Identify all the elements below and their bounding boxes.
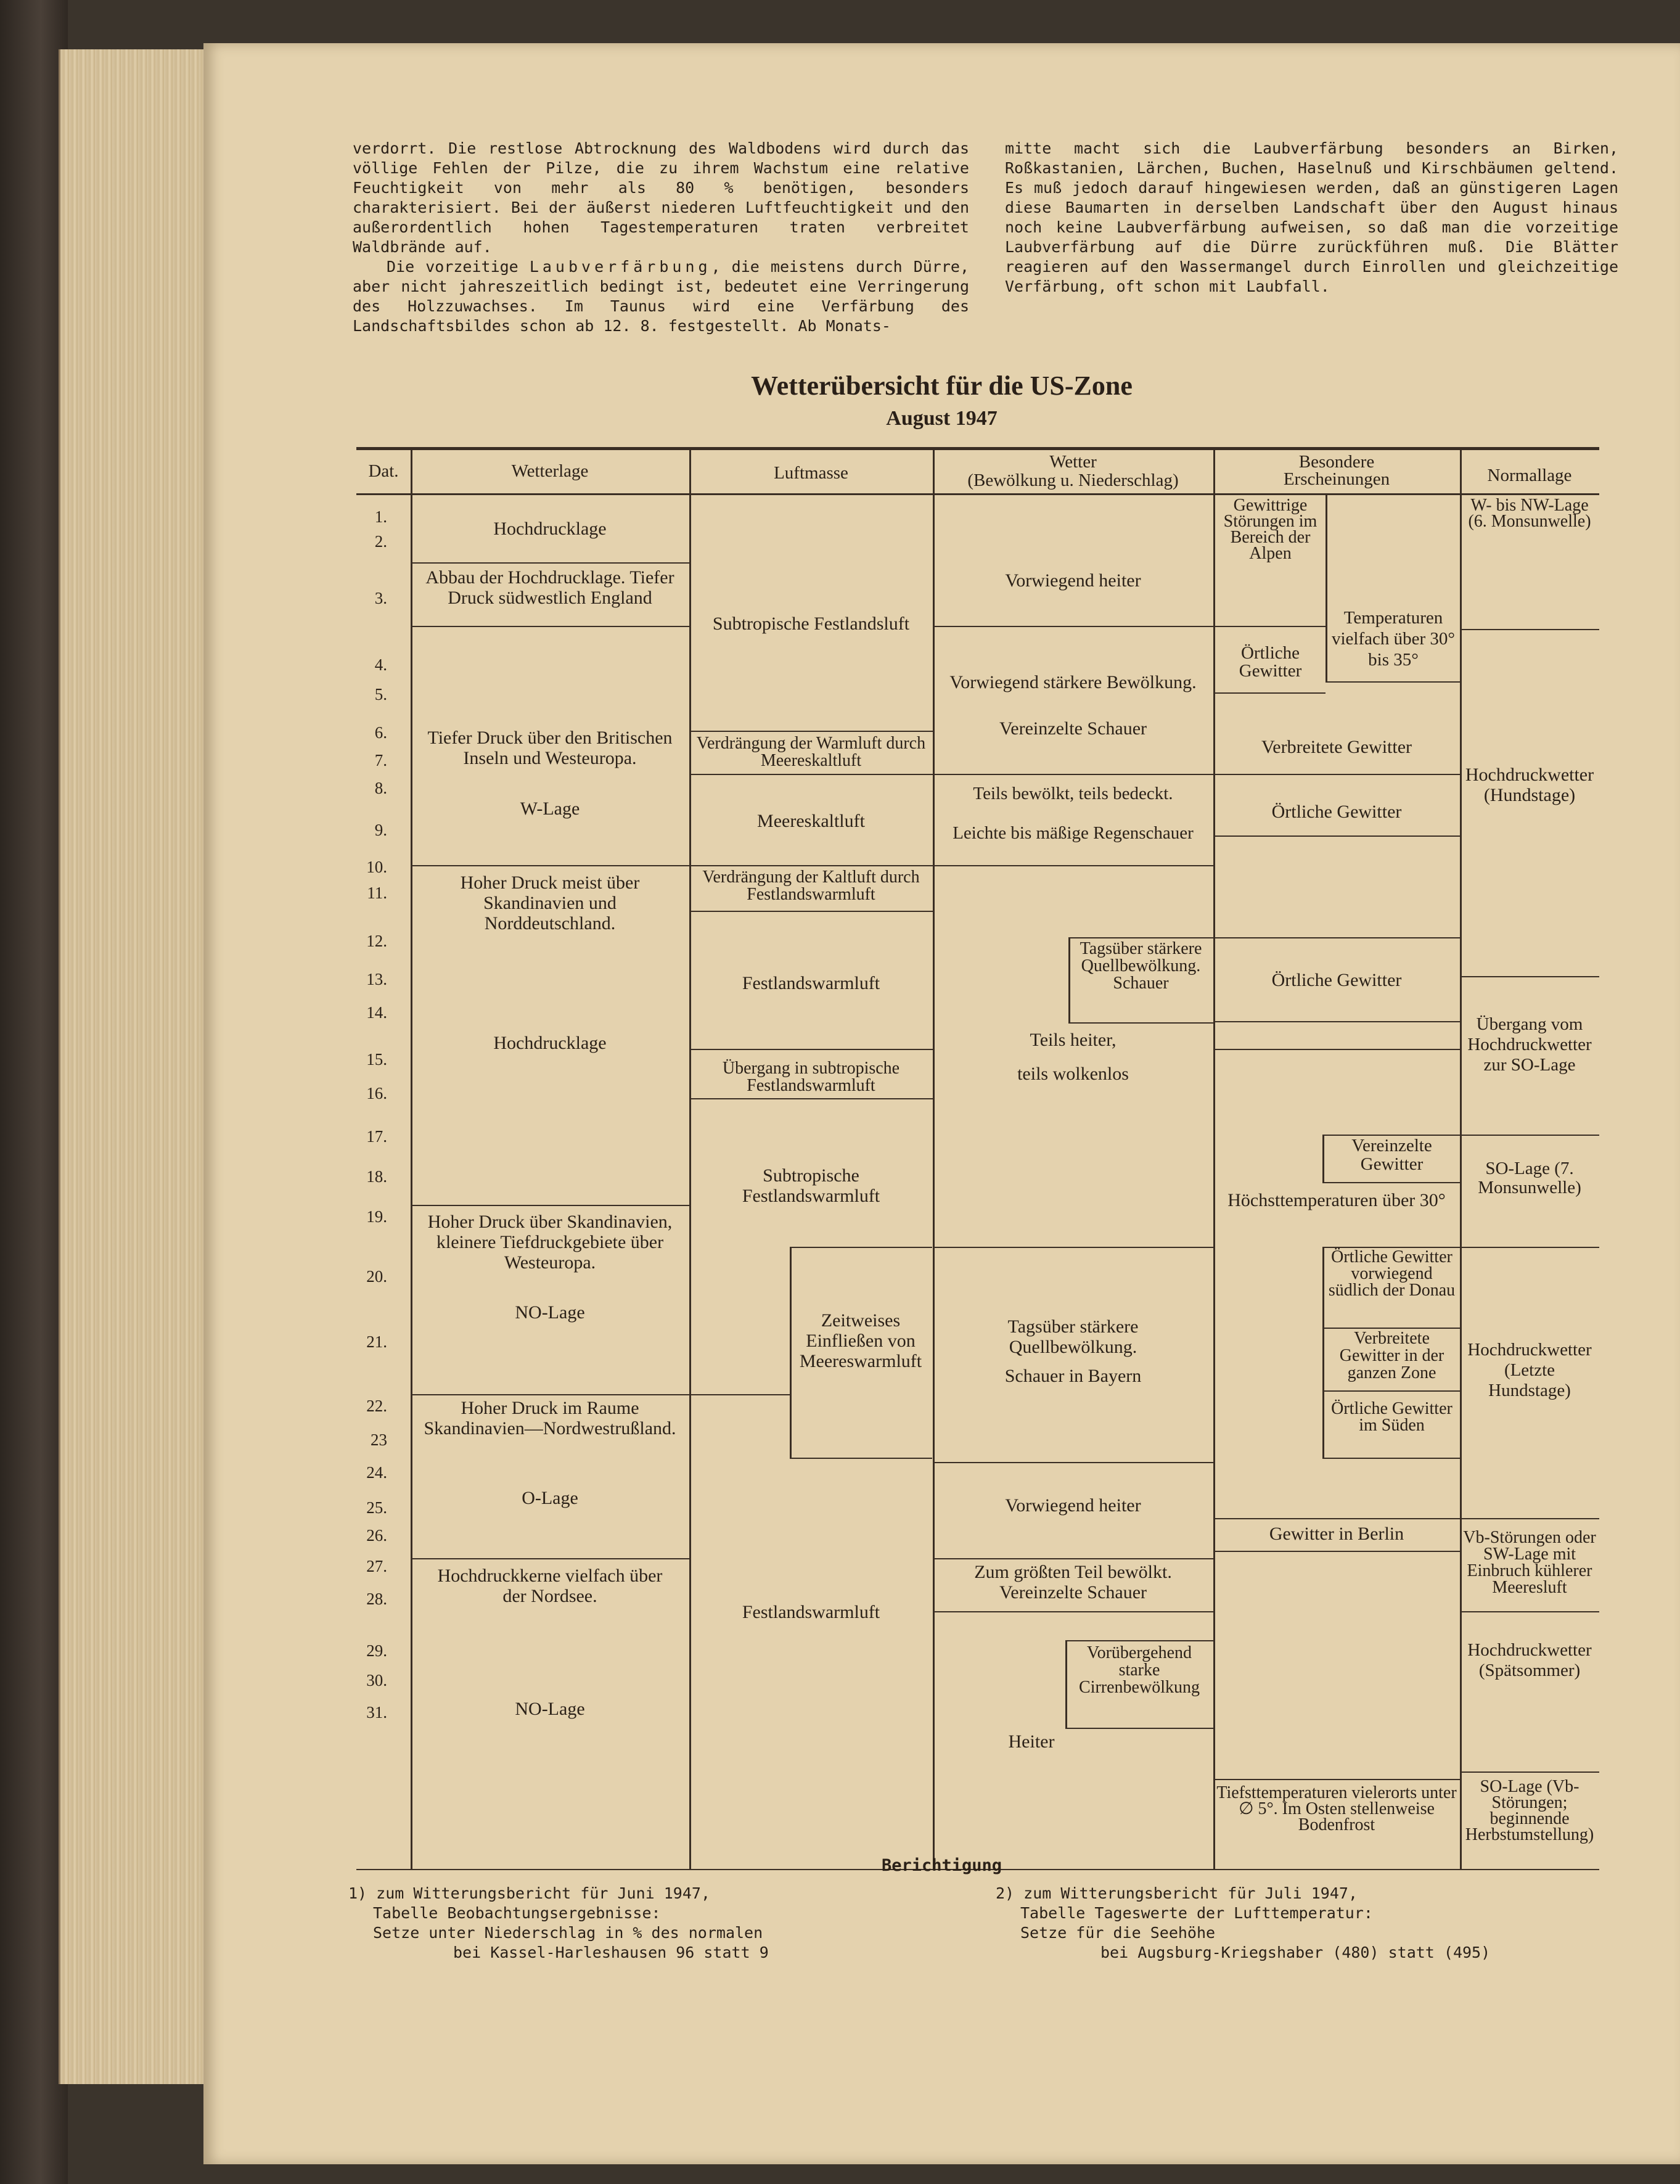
table-title: Wetterübersicht für die US-Zone: [751, 371, 1133, 401]
date-label: 13.: [366, 970, 387, 988]
wetter-cell: Teils heiter,: [1030, 1030, 1117, 1050]
header-luftmasse: Luftmasse: [774, 463, 848, 483]
intro-paragraph-1: verdorrt. Die restlose Abtrocknung des Waldbodens wird durch das völlige Fehlen der Pilze, die zu ihrem Wachstum eine relative Feuchtigkeit von mehr als 80 % benötigen, besonders charakterisiert. Bei der äußerst niederen Luftfeuchtigkeit und den außerordentlich hohen Tagestemperaturen traten verbreitet Waldbrände auf.: [353, 139, 969, 256]
date-label: 18.: [366, 1167, 387, 1186]
besondere-cell: Örtliche Gewitter vorwiegend südlich der Donau: [1328, 1247, 1456, 1300]
luftmasse-cell: Subtropische Festlandsluft: [712, 614, 910, 634]
date-label: 23: [371, 1431, 387, 1449]
date-label: 25.: [366, 1498, 387, 1517]
book-binding: [0, 0, 68, 2184]
header-dat: Dat.: [368, 461, 399, 481]
date-label: 26.: [366, 1526, 387, 1545]
besondere-cell: Temperaturen vielfach über 30° bis 35°: [1331, 608, 1455, 670]
date-label: 27.: [366, 1557, 387, 1575]
berichtigung-right: 2) zum Witterungsbericht für Juli 1947, Tabelle Tageswerte der Lufttemperatur: Setze für die Seehöhe bei Augsburg-Kriegshaber (480) statt (495): [996, 1884, 1491, 1961]
intro-left-column: [353, 139, 969, 336]
wetterlage-cell: O-Lage: [522, 1488, 578, 1508]
normallage-cell: Hochdruckwetter (Letzte Hundstage): [1467, 1340, 1592, 1400]
page-edges: [59, 49, 215, 2084]
wetterlage-cell: Hochdruckkerne vielfach über der Nordsee.: [437, 1566, 663, 1606]
col-line: [689, 447, 691, 1869]
wetterlage-cell: NO-Lage: [515, 1699, 585, 1719]
wetter-cell: Schauer in Bayern: [1004, 1366, 1142, 1386]
wetter-cell: Zum größten Teil bewölkt. Vereinzelte Schauer: [974, 1562, 1172, 1603]
besondere-cell: Örtliche Gewitter: [1239, 643, 1302, 681]
normallage-cell: Vb-Störungen oder SW-Lage mit Einbruch kühlerer Meeresluft: [1463, 1528, 1596, 1597]
date-label: 16.: [366, 1084, 387, 1102]
besondere-cell: Tiefsttemperaturen vielerorts unter ∅ 5°. Im Osten stellenweise Bodenfrost: [1216, 1783, 1457, 1834]
wetter-cell: teils wolkenlos: [1017, 1064, 1129, 1084]
table-subtitle: August 1947: [886, 407, 998, 430]
date-label: 3.: [374, 589, 387, 607]
berichtigung-title: Berichtigung: [881, 1856, 1002, 1875]
date-label: 1.: [374, 507, 387, 526]
wetterlage-cell: Abbau der Hochdrucklage. Tiefer Druck südwestlich England: [425, 567, 674, 608]
header-besondere-sub: Erscheinungen: [1283, 469, 1390, 489]
wetter-cell: Vorwiegend stärkere Bewölkung.: [949, 672, 1197, 692]
berichtigung-left: 1) zum Witterungsbericht für Juni 1947, Tabelle Beobachtungsergebnisse: Setze unter Niederschlag in % des normalen bei Kassel-Harleshausen 96 statt 9: [348, 1884, 769, 1961]
besondere-cell: Örtliche Gewitter: [1271, 970, 1402, 990]
wetter-cell: Tagsüber stärkere Quellbewölkung. Schauer: [1080, 939, 1202, 993]
intro-right-column: [1005, 139, 1618, 297]
luftmasse-cell: Festlandswarmluft: [742, 1602, 880, 1622]
luftmasse-cell: Verdrängung der Warmluft durch Meereskaltluft: [696, 734, 926, 770]
wetterlage-cell: Hochdrucklage: [493, 1033, 607, 1053]
header-normallage: Normallage: [1487, 466, 1572, 485]
header-wetterlage: Wetterlage: [511, 461, 589, 481]
intro-paragraph-2: Die vorzeitige Laubverfärbung, die meistens durch Dürre, aber nicht jahreszeitlich bedingt ist, bedeutet eine Verringerung des Holzzuwachses. Im Taunus wird eine Verfärbung des Landschaftsbildes schon ab 12. 8. festgestellt. Ab Monats-: [353, 258, 970, 335]
date-label: 30.: [366, 1671, 387, 1689]
table-top-rule: [356, 447, 1599, 450]
normallage-cell: Hochdruckwetter (Hundstage): [1465, 765, 1594, 805]
wetter-cell: Vereinzelte Schauer: [999, 718, 1147, 739]
date-label: 14.: [366, 1003, 387, 1022]
date-label: 22.: [366, 1397, 387, 1415]
date-label: 2.: [374, 532, 387, 551]
besondere-cell: Gewitter in Berlin: [1269, 1524, 1404, 1544]
header-wetter: Wetter: [1049, 452, 1097, 472]
weather-table: [356, 447, 1599, 1873]
besondere-divider: [1326, 495, 1327, 681]
besondere-cell: Örtliche Gewitter: [1271, 802, 1402, 822]
luftmasse-cell: Übergang in subtropische Festlandswarmluft: [722, 1059, 900, 1095]
besondere-cell: Höchsttemperaturen über 30°: [1227, 1190, 1446, 1210]
date-label: 29.: [366, 1641, 387, 1660]
luftmasse-cell: Verdrängung der Kaltluft durch Festlandswarmluft: [702, 868, 920, 904]
intro-paragraph-right: mitte macht sich die Laubverfärbung besonders an Birken, Roßkastanien, Lärchen, Buchen, Haselnuß und Kirschbäumen geltend. Es muß jedoch darauf hingewiesen werden, daß an günstigeren Lagen diese Baumarten in derselben Landschaft über den August hinaus noch keine Laubverfärbung aufweisen, so daß man die vorzeitige Laubverfärbung auf die Dürre zurückführen muß. Die Blätter reagieren auf den Wassermangel durch Einrollen und gleichzeitige Verfärbung, oft schon mit Laubfall.: [1005, 139, 1618, 295]
luftmasse-cell: Meereskaltluft: [757, 811, 865, 831]
header-wetter-sub: (Bewölkung u. Niederschlag): [967, 470, 1179, 490]
normallage-cell: SO-Lage (Vb-Störungen; beginnende Herbstumstellung): [1465, 1777, 1594, 1844]
col-line: [1213, 447, 1215, 1869]
date-label: 11.: [367, 884, 387, 902]
besondere-cell: Vereinzelte Gewitter: [1351, 1136, 1432, 1174]
date-label: 15.: [366, 1050, 387, 1069]
wetter-cell: Vorübergehend starke Cirrenbewölkung: [1079, 1643, 1200, 1697]
document-page: [203, 43, 1680, 2164]
luftmasse-cell: Festlandswarmluft: [742, 973, 880, 993]
normallage-cell: Übergang vom Hochdruckwetter zur SO-Lage: [1467, 1014, 1592, 1075]
wetterlage-cell: Hoher Druck im Raume Skandinavien—Nordwestrußland.: [424, 1398, 676, 1439]
wetter-cell: Teils bewölkt, teils bedeckt.: [973, 784, 1173, 803]
date-label: 17.: [366, 1127, 387, 1146]
wetter-cell: Vorwiegend heiter: [1005, 1495, 1141, 1516]
date-label: 9.: [374, 821, 387, 839]
wetterlage-cell: W-Lage: [520, 798, 580, 819]
besondere-cell: Gewittrige Störungen im Bereich der Alpen: [1223, 496, 1317, 563]
normallage-cell: SO-Lage (7. Monsunwelle): [1478, 1159, 1581, 1197]
date-label: 6.: [374, 723, 387, 742]
date-label: 24.: [366, 1463, 387, 1482]
wetter-cell: Heiter: [1008, 1731, 1055, 1752]
luftmasse-cell: Zeitweises Einfließen von Meereswarmluft: [799, 1310, 922, 1371]
date-label: 31.: [366, 1703, 387, 1722]
wetterlage-cell: Hoher Druck meist über Skandinavien und Norddeutschland.: [460, 872, 640, 934]
luftmasse-cell: Subtropische Festlandswarmluft: [742, 1165, 880, 1206]
normallage-cell: Hochdruckwetter (Spätsommer): [1467, 1640, 1592, 1680]
besondere-cell: Örtliche Gewitter im Süden: [1331, 1399, 1453, 1435]
wetterlage-cell: Hoher Druck über Skandinavien, kleinere Tiefdruckgebiete über Westeuropa.: [427, 1212, 673, 1273]
date-label: 12.: [366, 932, 387, 950]
date-label: 8.: [374, 779, 387, 797]
date-label: 5.: [374, 685, 387, 704]
header-besondere: Besondere: [1298, 452, 1375, 472]
wetterlage-cell: NO-Lage: [515, 1302, 585, 1323]
wetter-cell: Leichte bis mäßige Regenschauer: [953, 823, 1194, 843]
besondere-cell: Verbreitete Gewitter: [1261, 737, 1412, 757]
date-label: 4.: [374, 655, 387, 674]
wetterlage-cell: Tiefer Druck über den Britischen Inseln und Westeuropa.: [427, 728, 673, 768]
date-label: 7.: [374, 751, 387, 770]
date-label: 28.: [366, 1590, 387, 1608]
normallage-cell: W- bis NW-Lage (6. Monsunwelle): [1468, 496, 1591, 531]
spaced-term: Laubverfärbung: [529, 258, 711, 276]
col-line: [411, 447, 412, 1869]
wetter-cell: Vorwiegend heiter: [1005, 570, 1141, 591]
wetter-cell: Tagsüber stärkere Quellbewölkung.: [1007, 1316, 1139, 1357]
wetterlage-cell: Hochdrucklage: [493, 519, 607, 539]
date-label: 20.: [366, 1267, 387, 1286]
date-label: 10.: [366, 858, 387, 876]
date-label: 21.: [366, 1332, 387, 1351]
col-line: [933, 447, 935, 1869]
besondere-cell: Verbreitete Gewitter in der ganzen Zone: [1339, 1329, 1444, 1382]
date-label: 19.: [366, 1207, 387, 1226]
